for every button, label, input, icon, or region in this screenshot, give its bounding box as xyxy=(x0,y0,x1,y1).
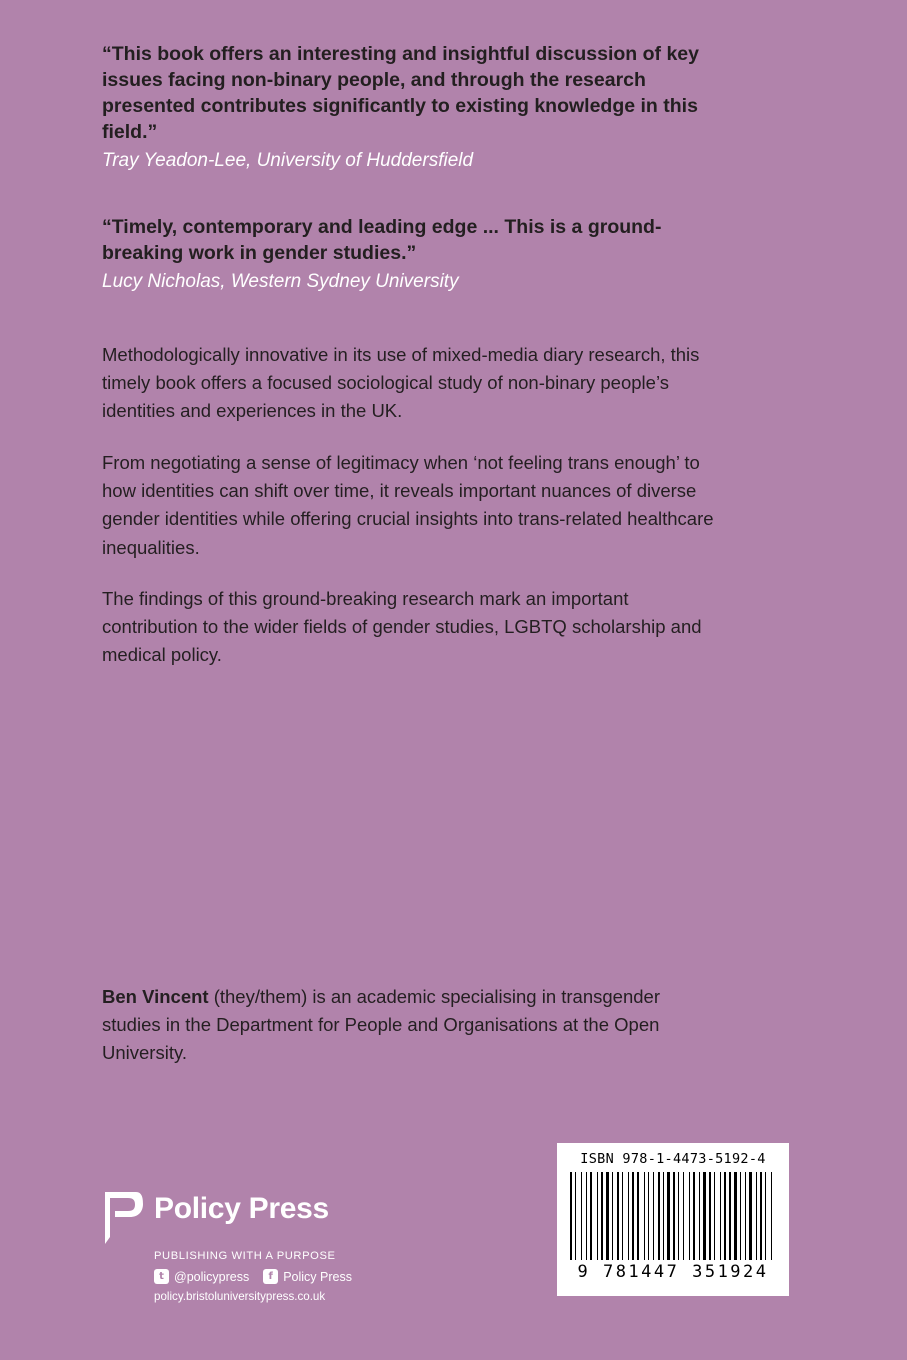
publisher-website[interactable]: policy.bristoluniversitypress.co.uk xyxy=(154,1290,326,1303)
blurb-paragraph-3: The findings of this ground-breaking research mark an important contribution to the wider fields of gender studies, LGBTQ scholarship and medical policy. xyxy=(102,587,702,666)
author-name: Ben Vincent xyxy=(102,986,209,1007)
facebook-link[interactable] xyxy=(263,1269,352,1284)
endorsement-1 xyxy=(102,42,807,173)
publisher-social-row xyxy=(154,1269,402,1284)
publisher-logo-row xyxy=(102,1190,402,1246)
endorsement-1-attribution: Tray Yeadon-Lee, University of Huddersfield xyxy=(102,149,474,171)
barcode-bars xyxy=(570,1172,776,1260)
author-bio xyxy=(102,983,662,1066)
endorsement-2 xyxy=(102,215,807,294)
endorsement-1-quote: “This book offers an interesting and insightful discussion of key issues facing non-binary people, and through the research presented contributes significantly to existing knowledge in this field.” xyxy=(102,43,699,143)
twitter-link[interactable] xyxy=(154,1269,249,1284)
blurb-paragraph-1: Methodologically innovative in its use of mixed-media diary research, this timely book offers a focused sociological study of non-binary people’s identities and experiences in the UK. xyxy=(102,343,700,422)
endorsement-2-attribution: Lucy Nicholas, Western Sydney University xyxy=(102,271,459,293)
barcode xyxy=(557,1143,789,1296)
barcode-digits: 9 781447 351924 xyxy=(577,1262,769,1282)
isbn-label: ISBN 978-1-4473-5192-4 xyxy=(580,1151,766,1167)
publisher-tagline: PUBLISHING WITH A PURPOSE xyxy=(154,1250,336,1262)
publisher-block xyxy=(102,1190,402,1303)
facebook-icon: f xyxy=(263,1269,278,1284)
book-blurb xyxy=(102,341,722,670)
policy-press-logo-icon xyxy=(102,1190,144,1246)
facebook-handle: Policy Press xyxy=(283,1269,352,1284)
twitter-handle: @policypress xyxy=(174,1269,250,1284)
blurb-paragraph-2: From negotiating a sense of legitimacy when ‘not feeling trans enough’ to how identities can shift over time, it reveals important nuances of diverse gender identities while offering crucial insights into trans-related healthcare inequalities. xyxy=(102,451,714,558)
endorsement-2-quote: “Timely, contemporary and leading edge ... This is a ground-breaking work in gender studies.” xyxy=(102,216,662,265)
author-bio-text: (they/them) is an academic specialising in transgender studies in the Department for People and Organisations at the Open University. xyxy=(102,986,660,1063)
publisher-name: Policy Press xyxy=(154,1192,329,1225)
twitter-icon: t xyxy=(154,1269,169,1284)
